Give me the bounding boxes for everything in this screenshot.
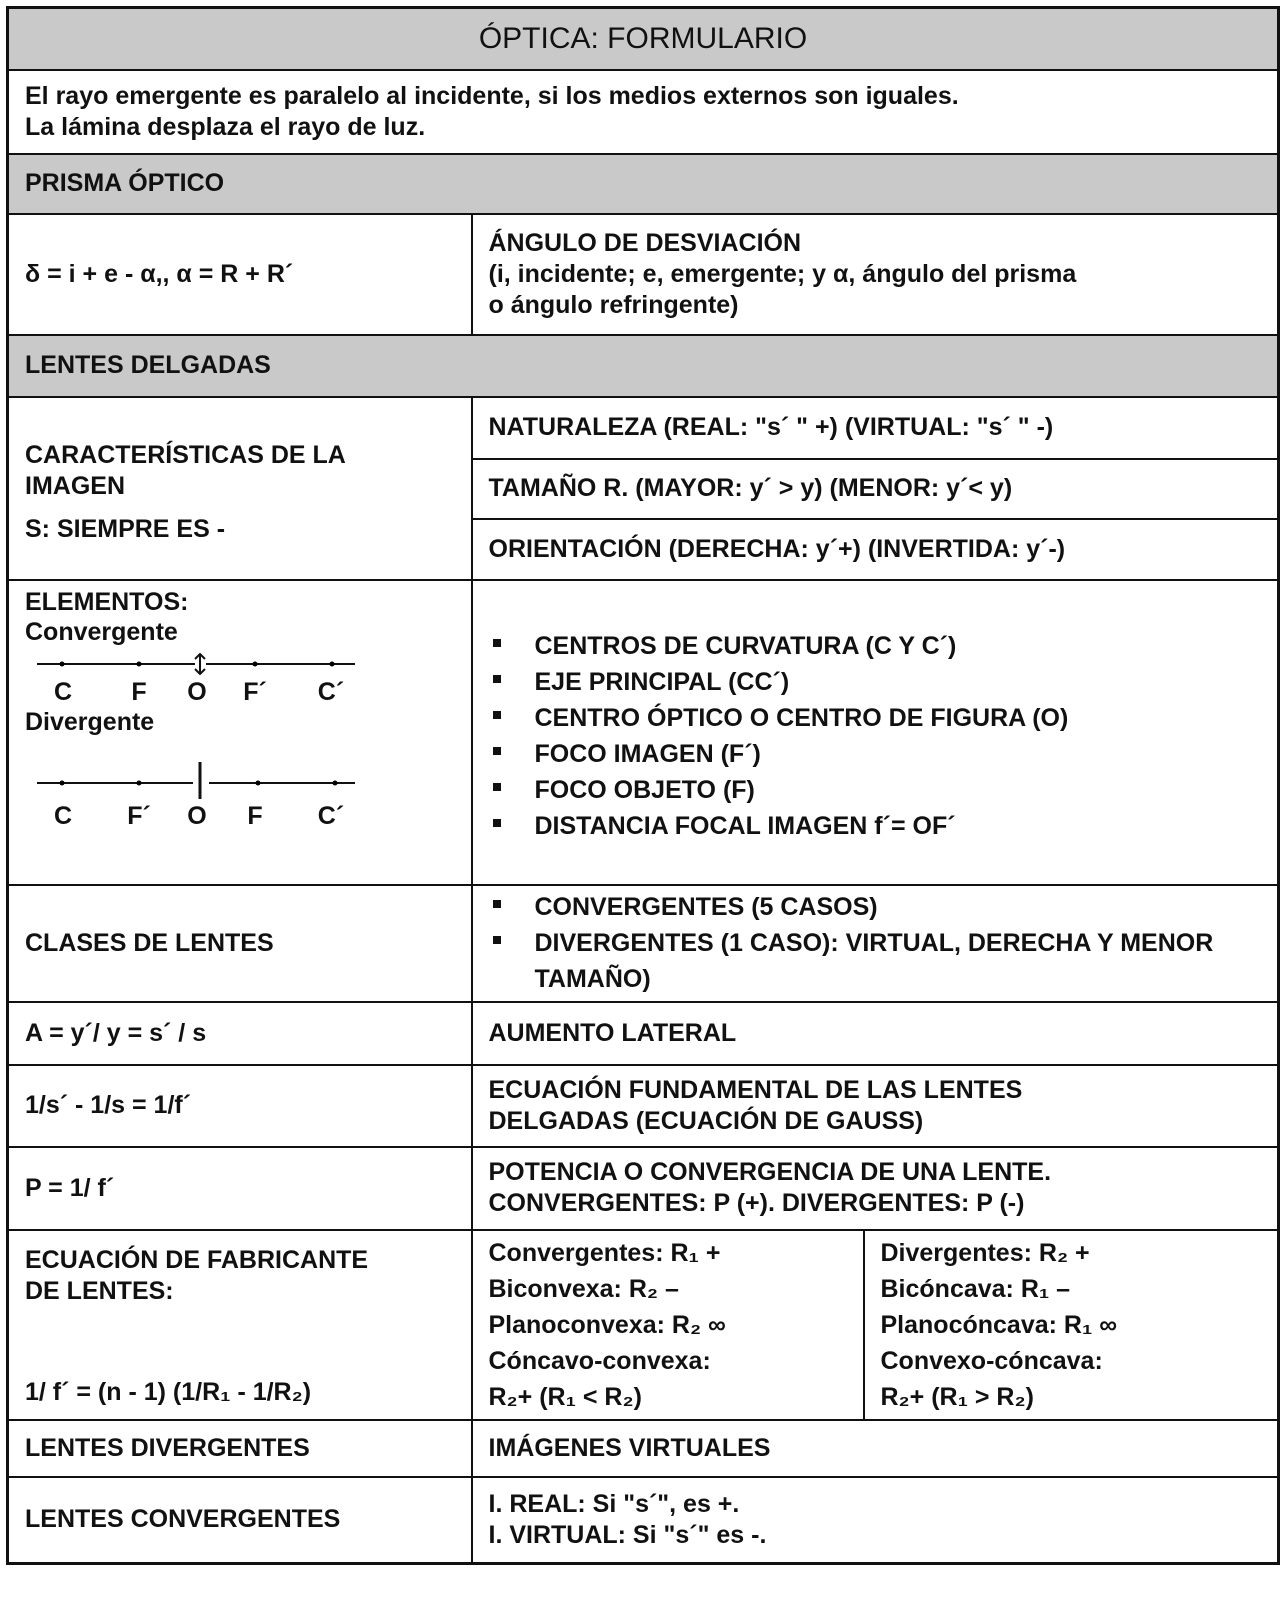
potencia-formula: P = 1/ f´ (8, 1147, 472, 1230)
clases-list (489, 889, 1262, 997)
section-header-prisma: PRISMA ÓPTICO (8, 154, 1279, 214)
intro-line: La lámina desplaza el rayo de luz. (25, 112, 426, 141)
point-label: C (53, 677, 73, 706)
point-label: F (131, 677, 147, 706)
point-label: O (187, 677, 207, 706)
tamano: TAMAÑO R. (MAYOR: y´ > y) (MENOR: y´< y) (472, 459, 1279, 519)
aumento-desc: AUMENTO LATERAL (472, 1002, 1279, 1065)
point-label: F´ (127, 801, 151, 830)
line: Biconvexa: R₂ – (488, 1274, 679, 1303)
intro-text (8, 70, 1279, 154)
elementos-list (489, 628, 1262, 844)
potencia-desc (472, 1147, 1279, 1230)
convergente-label: Convergente (25, 617, 178, 646)
desc-line: (i, incidente; e, emergente; y α, ángulo del prisma (488, 259, 1077, 288)
fabricante-formula: 1/ f´ = (n - 1) (1/R₁ - 1/R₂) (25, 1377, 312, 1406)
divergent-lens-diagram (25, 759, 355, 799)
optics-formula-sheet (6, 6, 1280, 1565)
line: Convexo-cóncava: (880, 1346, 1103, 1375)
list-item: EJE PRINCIPAL (CC´) (489, 664, 1262, 700)
convergentes-label: LENTES CONVERGENTES (8, 1477, 472, 1564)
desc-line: o ángulo refringente) (488, 290, 739, 319)
elementos-label: ELEMENTOS: (25, 587, 189, 616)
list-item: FOCO OBJETO (F) (489, 772, 1262, 808)
convergent-lens-diagram (25, 653, 355, 675)
caracteristicas-label (8, 397, 472, 580)
list-item: CONVERGENTES (5 CASOS) (489, 889, 1262, 925)
divergentes-label: LENTES DIVERGENTES (8, 1420, 472, 1477)
fabricante-divergentes (864, 1230, 1279, 1420)
point-label: F (247, 801, 263, 830)
line: R₂+ (R₁ < R₂) (488, 1382, 642, 1411)
page-title: ÓPTICA: FORMULARIO (8, 8, 1279, 70)
label-line: ECUACIÓN DE FABRICANTE (25, 1245, 369, 1274)
section-header-lentes: LENTES DELGADAS (8, 335, 1279, 397)
label-line: S: SIEMPRE ES - (25, 514, 226, 543)
clases-label: CLASES DE LENTES (8, 885, 472, 1002)
line: Planocóncava: R₁ ∞ (880, 1310, 1118, 1339)
naturaleza: NATURALEZA (REAL: "s´ " +) (VIRTUAL: "s´ " -) (472, 397, 1279, 459)
desc-line: ECUACIÓN FUNDAMENTAL DE LAS LENTES (488, 1075, 1023, 1104)
aumento-formula: A = y´/ y = s´ / s (8, 1002, 472, 1065)
list-item: DISTANCIA FOCAL IMAGEN f´= OF´ (489, 808, 1262, 844)
desc-line: ÁNGULO DE DESVIACIÓN (488, 228, 802, 257)
elementos-cell (8, 580, 472, 885)
desc-line: DELGADAS (ECUACIÓN DE GAUSS) (488, 1106, 924, 1135)
desc-line: I. VIRTUAL: Si "s´" es -. (488, 1520, 767, 1549)
clases-list-cell (472, 885, 1279, 1002)
point-label: O (187, 801, 207, 830)
desc-line: I. REAL: Si "s´", es +. (488, 1489, 740, 1518)
prisma-formula: δ = i + e - α,, α = R + R´ (8, 214, 472, 335)
list-item: CENTROS DE CURVATURA (C Y C´) (489, 628, 1262, 664)
label-line: IMAGEN (25, 471, 125, 500)
label-line: CARACTERÍSTICAS DE LA (25, 440, 346, 469)
fabricante-cell (8, 1230, 472, 1420)
point-label: C (53, 801, 73, 830)
desc-line: POTENCIA O CONVERGENCIA DE UNA LENTE. (488, 1158, 1052, 1186)
label-line: DE LENTES: (25, 1276, 174, 1305)
gauss-desc (472, 1065, 1279, 1147)
line: Cóncavo-convexa: (488, 1346, 711, 1375)
list-item: DIVERGENTES (1 CASO): VIRTUAL, DERECHA Y MENOR TAMAÑO) (489, 925, 1262, 997)
desc-line: CONVERGENTES: P (+). DIVERGENTES: P (-) (488, 1189, 1025, 1217)
line: Bicóncava: R₁ – (880, 1274, 1071, 1303)
list-item: CENTRO ÓPTICO O CENTRO DE FIGURA (O) (489, 700, 1262, 736)
convergentes-desc (472, 1477, 1279, 1564)
fabricante-convergentes (472, 1230, 864, 1420)
orientacion: ORIENTACIÓN (DERECHA: y´+) (INVERTIDA: y´-) (472, 519, 1279, 580)
list-item: FOCO IMAGEN (F´) (489, 736, 1262, 772)
divergent-point-labels (25, 801, 455, 831)
line: R₂+ (R₁ > R₂) (880, 1382, 1034, 1411)
line: Convergentes: R₁ + (488, 1238, 721, 1267)
prisma-desc (472, 214, 1279, 335)
gauss-formula: 1/s´ - 1/s = 1/f´ (8, 1065, 472, 1147)
divergentes-desc: IMÁGENES VIRTUALES (472, 1420, 1279, 1477)
line: Divergentes: R₂ + (880, 1238, 1090, 1267)
point-label: F´ (243, 677, 267, 706)
point-label: C´ (317, 677, 345, 706)
intro-line: El rayo emergente es paralelo al incidente, si los medios externos son iguales. (25, 81, 959, 110)
point-label: C´ (317, 801, 345, 830)
divergente-label: Divergente (25, 707, 155, 736)
elementos-list-cell (472, 580, 1279, 885)
line: Planoconvexa: R₂ ∞ (488, 1310, 726, 1339)
convergent-point-labels (25, 677, 455, 707)
